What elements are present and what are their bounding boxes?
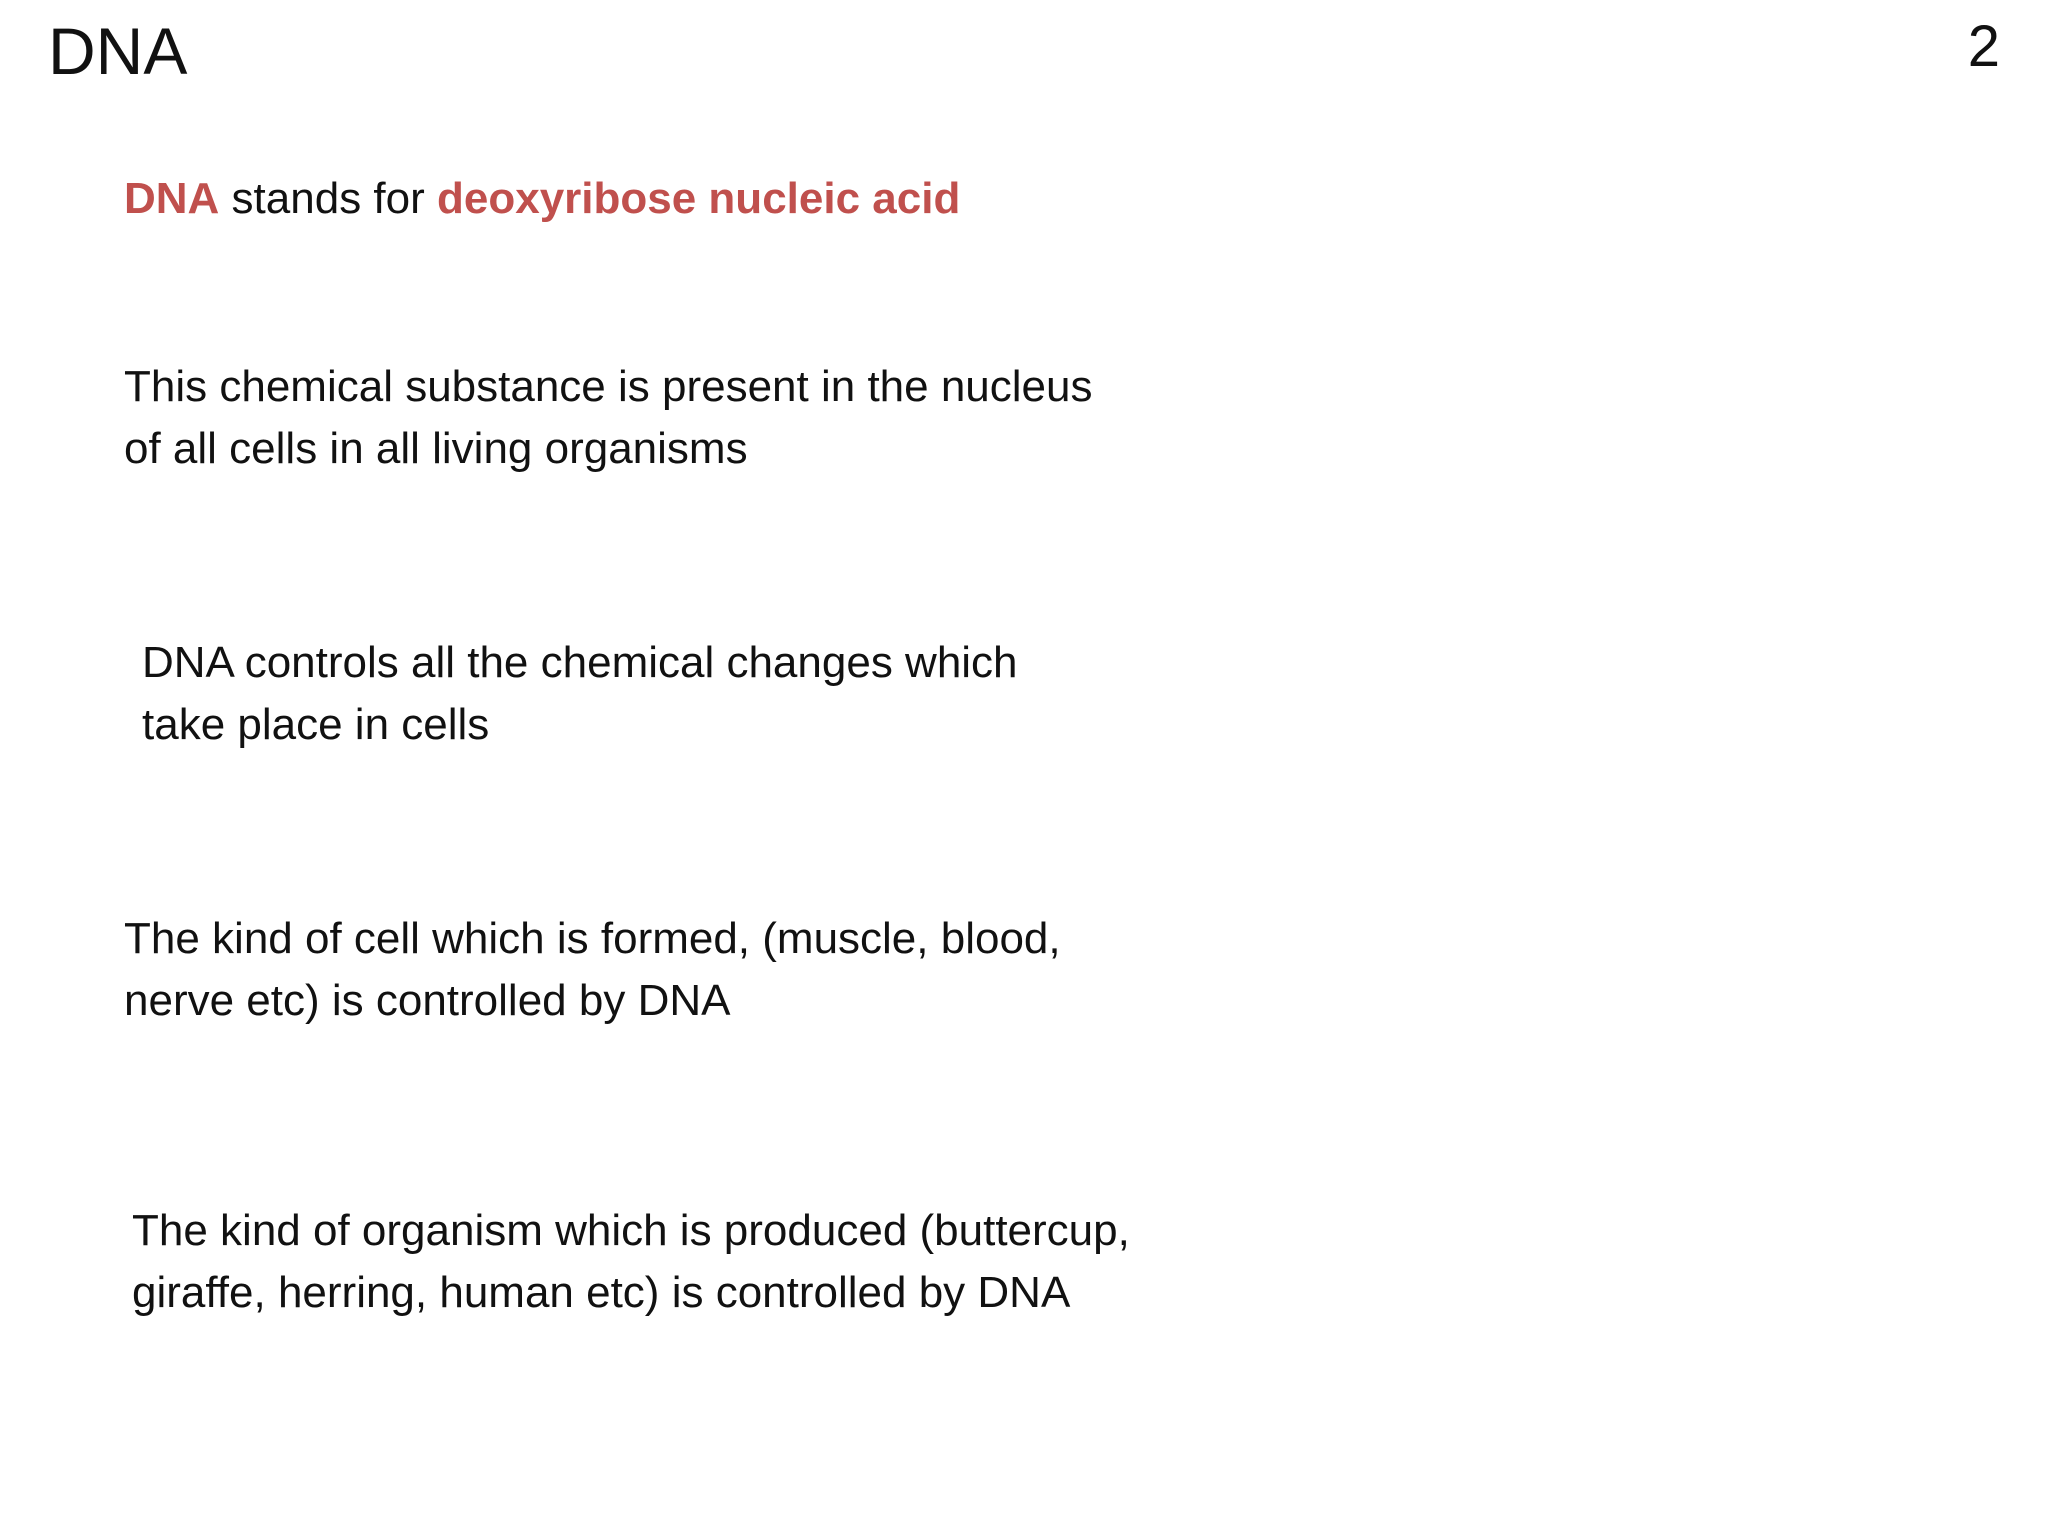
paragraph-line: The kind of cell which is formed, (muscle, blood, [124,914,1061,963]
definition-term: DNA [124,174,220,223]
paragraph-cell-type [124,908,1061,1032]
paragraph-organism-type [132,1200,1130,1324]
paragraph-line: The kind of organism which is produced (buttercup, [132,1206,1130,1255]
definition-connector: stands for [219,174,437,223]
paragraph-line: take place in cells [142,700,490,749]
paragraph-line: nerve etc) is controlled by DNA [124,976,731,1025]
paragraph-chemical-changes [142,632,1018,756]
paragraph-line: of all cells in all living organisms [124,424,748,473]
slide-title: DNA [48,14,188,88]
paragraph-line: DNA controls all the chemical changes which [142,638,1018,687]
paragraph-line: giraffe, herring, human etc) is controlled by DNA [132,1268,1071,1317]
page-number: 2 [1967,14,2000,79]
paragraph-line: This chemical substance is present in the nucleus [124,362,1093,411]
paragraph-nucleus [124,356,1093,480]
dna-definition [124,168,960,230]
definition-meaning: deoxyribose nucleic acid [437,174,961,223]
